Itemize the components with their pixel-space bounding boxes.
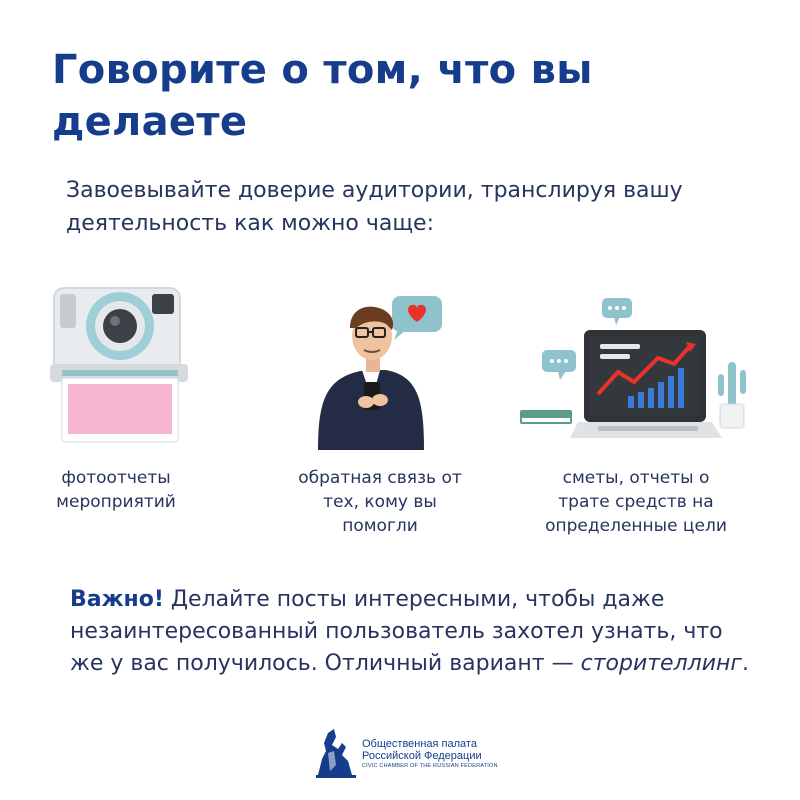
important-end: . [741, 651, 749, 676]
civic-chamber-logo [312, 725, 502, 781]
caption-photo-reports: фотоотчеты мероприятий [56, 468, 176, 512]
important-text: Делайте посты интересными, чтобы даже незаинтересованный пользователь захотел узнать, что же у вас получилось. Отличный вариант — [70, 587, 723, 676]
logo-line-2: Российской Федерации [362, 750, 482, 762]
logo-line-1: Общественная палата [362, 738, 477, 750]
important-note [70, 584, 750, 680]
important-label: Важно! [70, 587, 164, 612]
chamber-emblem-icon [312, 725, 358, 781]
page-title: Говорите о том, что вы делаете [52, 47, 593, 145]
caption-feedback: обратная связь от тех, кому вы помогли [298, 468, 462, 536]
laptop-chart-icon [518, 292, 758, 447]
logo-line-3: CIVIC CHAMBER OF THE RUSSIAN FEDERATION [362, 763, 498, 769]
important-emphasis: сторителлинг [580, 651, 742, 676]
man-with-phone-icon [306, 290, 456, 455]
instant-camera-icon [44, 282, 194, 452]
page-subtitle: Завоевывайте доверие аудитории, транслируя вашу деятельность как можно чаще: [66, 178, 683, 236]
caption-budget-reports: сметы, отчеты о трате средств на определенные цели [545, 468, 727, 536]
